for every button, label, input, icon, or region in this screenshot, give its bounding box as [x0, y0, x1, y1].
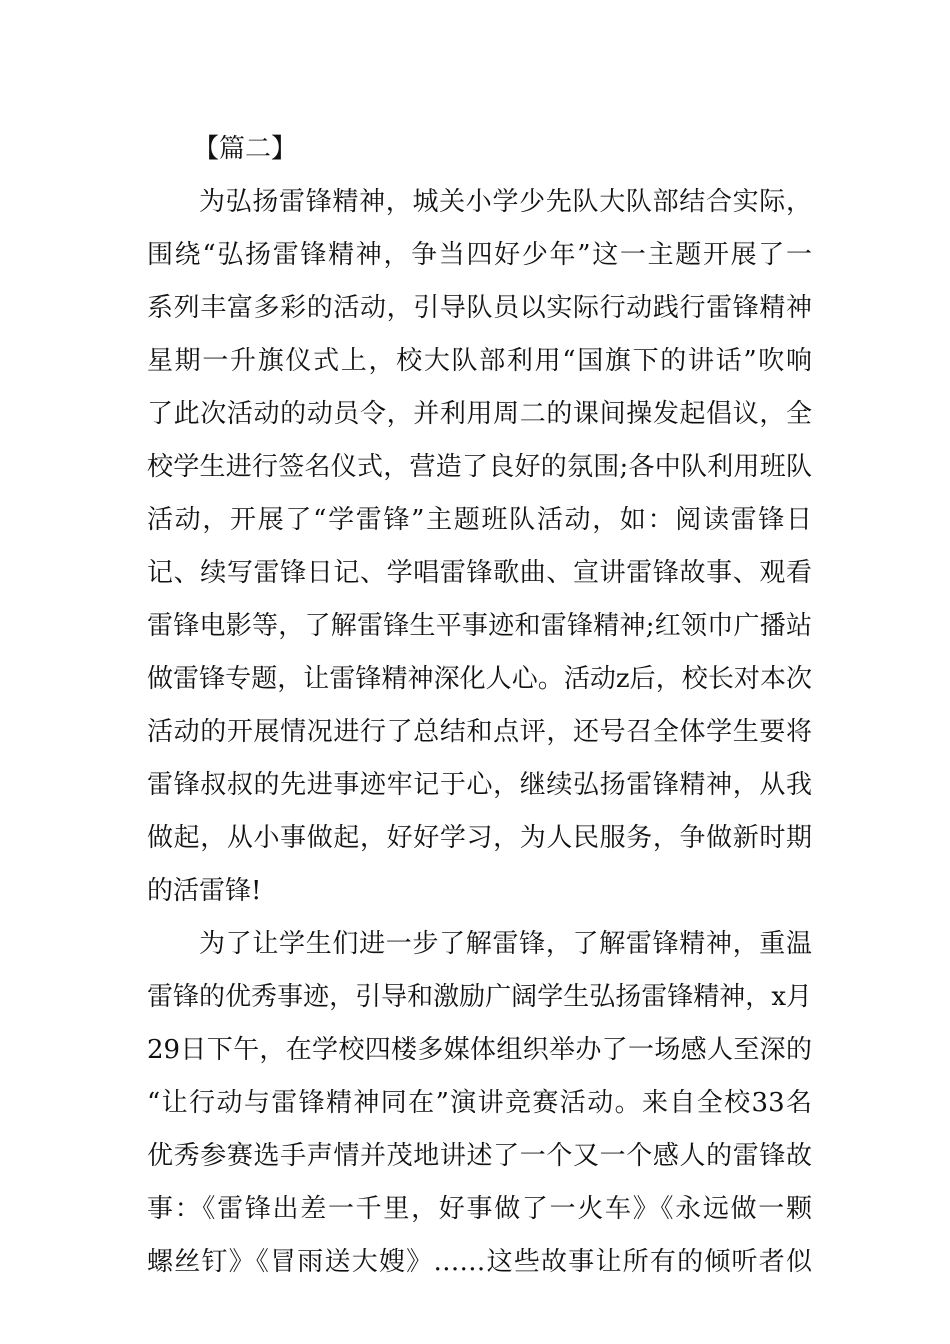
paragraph-2	[147, 918, 812, 1289]
paragraph-line: 校学生进行签名仪式，营造了良好的氛围;各中队利用班队	[147, 452, 812, 482]
paragraph-line: “让行动与雷锋精神同在”演讲竞赛活动。来自全校33名	[147, 1088, 812, 1118]
paragraph-line: 活动的开展情况进行了总结和点评，还号召全体学生要将	[147, 717, 812, 747]
paragraph-1	[147, 176, 812, 918]
paragraph-line: 记、续写雷锋日记、学唱雷锋歌曲、宣讲雷锋故事、观看	[147, 558, 812, 588]
paragraph-line: 围绕“弘扬雷锋精神，争当四好少年”这一主题开展了一	[147, 240, 812, 270]
section-heading: 【篇二】	[193, 134, 298, 164]
paragraph-line: 雷锋电影等，了解雷锋生平事迹和雷锋精神;红领巾广播站	[147, 611, 812, 641]
paragraph-line: 的活雷锋!	[147, 876, 262, 906]
paragraph-line: 雷锋叔叔的先进事迹牢记于心，继续弘扬雷锋精神，从我	[147, 770, 812, 800]
paragraph-line: 螺丝钉》《冒雨送大嫂》……这些故事让所有的倾听者似	[147, 1247, 812, 1277]
paragraph-line: 事：《雷锋出差一千里，好事做了一火车》《永远做一颗	[147, 1194, 812, 1224]
paragraph-line: 优秀参赛选手声情并茂地讲述了一个又一个感人的雷锋故	[147, 1141, 812, 1171]
paragraph-line: 系列丰富多彩的活动，引导队员以实际行动践行雷锋精神	[147, 293, 812, 323]
paragraph-line: 做雷锋专题，让雷锋精神深化人心。活动z后，校长对本次	[147, 664, 812, 694]
paragraph-line: 星期一升旗仪式上，校大队部利用“国旗下的讲话”吹响	[147, 346, 812, 376]
paragraph-line: 活动，开展了“学雷锋”主题班队活动，如：阅读雷锋日	[147, 505, 812, 535]
paragraph-line: 为弘扬雷锋精神，城关小学少先队大队部结合实际，	[199, 187, 812, 217]
paragraph-line: 做起，从小事做起，好好学习，为人民服务，争做新时期	[147, 823, 812, 853]
paragraph-line: 雷锋的优秀事迹，引导和激励广阔学生弘扬雷锋精神，x月	[147, 982, 812, 1012]
paragraph-line: 29日下午，在学校四楼多媒体组织举办了一场感人至深的	[147, 1035, 812, 1065]
document-body	[147, 123, 812, 1289]
paragraph-line: 了此次活动的动员令，并利用周二的课间操发起倡议，全	[147, 399, 812, 429]
paragraph-line: 为了让学生们进一步了解雷锋，了解雷锋精神，重温	[199, 929, 812, 959]
